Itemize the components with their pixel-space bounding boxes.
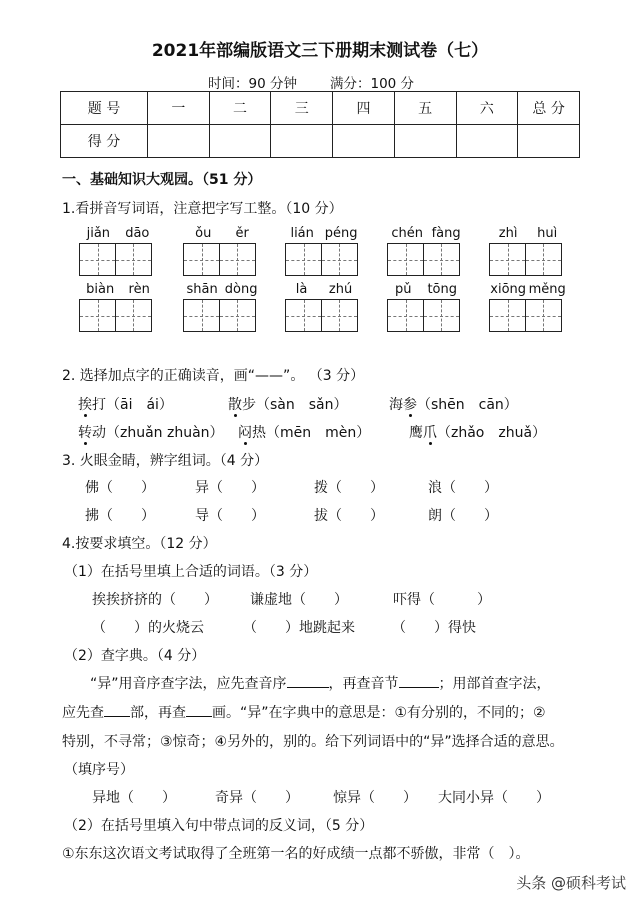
section-1-heading: 一、基础知识大观园。（51 分）: [62, 172, 262, 188]
q4-prompt: 4.按要求填空。（12 分）: [62, 536, 217, 552]
score-cell[interactable]: [456, 125, 518, 158]
answer-blank[interactable]: [287, 675, 329, 688]
writing-cell[interactable]: [115, 299, 152, 332]
score-table-score-row: [61, 125, 580, 158]
q4-meaning-item: 惊异（ ）: [333, 790, 417, 806]
pinyin-syllable: měng: [528, 282, 566, 297]
pinyin-syllable: chén: [391, 226, 423, 241]
score-cell[interactable]: [518, 125, 580, 158]
pinyin-word-box: [489, 282, 567, 334]
text-run: “异”用音序查字法，应先查音序: [90, 676, 287, 692]
q2-item-rest: 步（sàn sǎn）: [242, 397, 348, 413]
pinyin-syllable: tōng: [427, 282, 457, 297]
pinyin-word-box: [387, 226, 465, 278]
table-header-cell: 二: [209, 92, 271, 125]
q4-part3-prompt: （2）在括号里填入句中带点词的反义词，（5 分）: [64, 818, 374, 834]
answer-blank[interactable]: [399, 675, 439, 688]
pinyin-syllable: biàn: [86, 282, 115, 297]
score-cell[interactable]: [209, 125, 271, 158]
pinyin-syllable: rèn: [128, 282, 150, 297]
writing-cell[interactable]: [423, 243, 460, 276]
q2-item-rest: 打（āi ái）: [92, 397, 173, 413]
table-header-cell: 四: [333, 92, 395, 125]
score-info: 满分：100 分: [330, 76, 415, 92]
writing-cell[interactable]: [387, 243, 424, 276]
writing-cell[interactable]: [489, 243, 526, 276]
writing-cell[interactable]: [79, 243, 116, 276]
writing-cell[interactable]: [321, 243, 358, 276]
score-row-label: 得 分: [61, 125, 148, 158]
dotted-char: 闷: [238, 425, 252, 441]
q3-item: 拔（ ）: [314, 508, 384, 524]
pinyin-syllable: zhú: [328, 282, 353, 297]
pinyin-word-box: [183, 226, 261, 278]
pinyin-syllable: péng: [324, 226, 358, 241]
table-header-cell: 题 号: [61, 92, 148, 125]
pinyin-word-box: [285, 282, 363, 334]
pinyin-word-box: [79, 282, 157, 334]
pinyin-word-box: [489, 226, 567, 278]
q3-item: 朗（ ）: [428, 508, 498, 524]
q2-item: [78, 394, 173, 414]
q2-item: [409, 422, 546, 442]
writing-cell[interactable]: [285, 243, 322, 276]
q4-dict-line-3: 特别，不寻常；③惊奇；④另外的，别的。给下列词语中的“异”选择合适的意思。: [62, 734, 564, 750]
q4-meaning-item: 奇异（ ）: [215, 790, 299, 806]
q4-fill-item: （ ）地跳起来: [243, 620, 355, 636]
pinyin-syllable: shān: [186, 282, 218, 297]
pinyin-syllable: ěr: [235, 226, 249, 241]
q4-fill-item: 谦虚地（ ）: [250, 592, 348, 608]
score-table: [60, 91, 580, 158]
pinyin-syllable: zhì: [498, 226, 518, 241]
pinyin-syllable: ǒu: [195, 226, 212, 241]
answer-blank[interactable]: [186, 704, 212, 717]
q4-antonym-line-1: ①东东这次语文考试取得了全班第一名的好成绩一点都不骄傲，非常（ ）。: [62, 846, 530, 862]
writing-cell[interactable]: [525, 243, 562, 276]
q4-meaning-item: 大同小异（ ）: [438, 790, 550, 806]
q3-item: 拂（ ）: [85, 508, 155, 524]
table-header-cell: 三: [271, 92, 333, 125]
q2-item: [238, 422, 370, 442]
pinyin-word-box: [387, 282, 465, 334]
q2-item-rest: （shēn cān）: [417, 397, 518, 413]
text-run: ，再查音节: [328, 676, 399, 692]
dotted-char: 散: [228, 397, 242, 413]
table-header-cell: 六: [456, 92, 518, 125]
dotted-char: 爪: [423, 425, 437, 441]
writing-cell[interactable]: [285, 299, 322, 332]
pinyin-syllable: huì: [537, 226, 558, 241]
score-cell[interactable]: [394, 125, 456, 158]
pinyin-word-box: [79, 226, 157, 278]
writing-cell[interactable]: [489, 299, 526, 332]
watermark: 头条 @硕科考试: [516, 874, 626, 892]
pinyin-syllable: dāo: [125, 226, 150, 241]
q3-item: 佛（ ）: [85, 480, 155, 496]
q3-item: 异（ ）: [195, 480, 265, 496]
score-cell[interactable]: [271, 125, 333, 158]
q2-item: [389, 394, 518, 414]
q4-dict-line-2: [62, 702, 546, 722]
writing-cell[interactable]: [219, 299, 256, 332]
text-run: 应先查: [62, 705, 104, 721]
q3-item: 浪（ ）: [428, 480, 498, 496]
q2-item: [228, 394, 348, 414]
q2-item-rest: （zhǎo zhuǎ）: [437, 425, 547, 441]
pinyin-syllable: pǔ: [394, 282, 412, 297]
pinyin-word-box: [285, 226, 363, 278]
pinyin-syllable: là: [295, 282, 308, 297]
pinyin-syllable: fàng: [431, 226, 461, 241]
page-title: 2021年部编版语文三下册期末测试卷（七）: [151, 41, 489, 61]
writing-cell[interactable]: [525, 299, 562, 332]
q2-item: [78, 422, 224, 442]
writing-cell[interactable]: [183, 243, 220, 276]
q2-item-first: 鹰: [409, 425, 423, 441]
q4-meaning-item: 异地（ ）: [92, 790, 176, 806]
q3-prompt: 3. 火眼金睛，辨字组词。（4 分）: [62, 453, 269, 469]
pinyin-syllable: lián: [290, 226, 314, 241]
score-cell[interactable]: [148, 125, 210, 158]
dotted-char: 转: [78, 425, 92, 441]
q3-item: 导（ ）: [195, 508, 265, 524]
writing-cell[interactable]: [219, 243, 256, 276]
q3-item: 拨（ ）: [314, 480, 384, 496]
time-info: 时间：90 分钟: [208, 76, 297, 92]
q4-part2-prompt: （2）查字典。（4 分）: [64, 648, 206, 664]
table-header-cell: 一: [148, 92, 210, 125]
q4-fill-item: （ ）的火烧云: [92, 620, 204, 636]
q2-item-first: 海: [389, 397, 403, 413]
q1-prompt: 1.看拼音写词语，注意把字写工整。（10 分）: [62, 201, 343, 217]
pinyin-syllable: xiōng: [490, 282, 527, 297]
text-run: 部，再查: [130, 705, 186, 721]
writing-cell[interactable]: [183, 299, 220, 332]
text-run: 画。“异”在字典中的意思是：①有分别的，不同的；②: [212, 705, 546, 721]
table-header-cell: 五: [394, 92, 456, 125]
writing-cell[interactable]: [79, 299, 116, 332]
q4-fill-item: 吓得（ ）: [393, 592, 491, 608]
q4-fill-item: 挨挨挤挤的（ ）: [92, 592, 218, 608]
q4-dict-line-4: （填序号）: [64, 762, 134, 778]
q4-fill-item: （ ）得快: [392, 620, 476, 636]
pinyin-word-box: [183, 282, 261, 334]
writing-cell[interactable]: [387, 299, 424, 332]
writing-cell[interactable]: [321, 299, 358, 332]
q2-prompt: 2. 选择加点字的正确读音，画“——”。 （3 分）: [62, 368, 365, 384]
answer-blank[interactable]: [104, 704, 130, 717]
writing-cell[interactable]: [423, 299, 460, 332]
score-cell[interactable]: [333, 125, 395, 158]
q2-item-rest: 热（mēn mèn）: [252, 425, 371, 441]
q2-item-rest: 动（zhuǎn zhuàn）: [92, 425, 224, 441]
text-run: ；用部首查字法，: [438, 676, 551, 692]
q4-part1-prompt: （1）在括号里填上合适的词语。（3 分）: [64, 564, 318, 580]
pinyin-syllable: dòng: [224, 282, 258, 297]
table-header-cell: 总 分: [518, 92, 580, 125]
dotted-char: 挨: [78, 397, 92, 413]
q4-dict-line-1: [90, 673, 551, 693]
pinyin-syllable: jiǎn: [86, 226, 111, 241]
score-table-header-row: [61, 92, 580, 125]
dotted-char: 参: [403, 397, 417, 413]
writing-cell[interactable]: [115, 243, 152, 276]
